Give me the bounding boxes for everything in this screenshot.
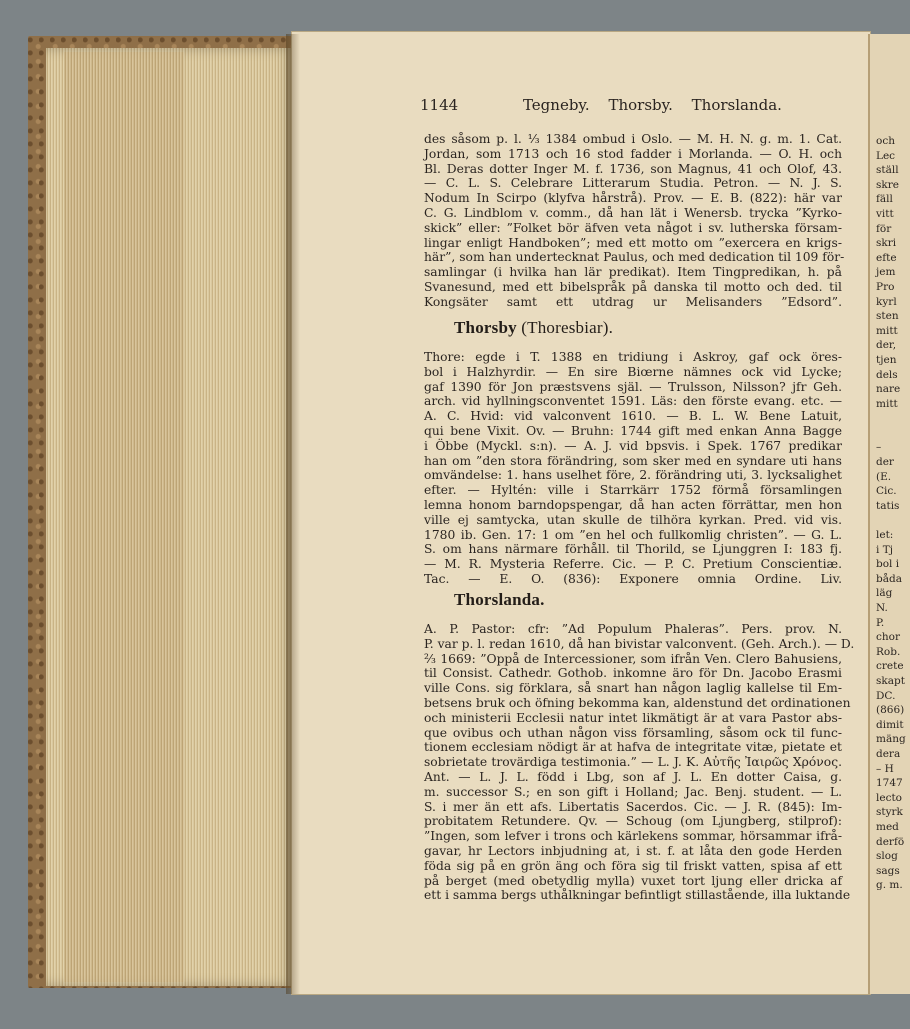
text-line: S. i mer än ett afs. Libertatis Sacerdos. Cic. — J. R. (845): Im- xyxy=(424,799,842,814)
text-line: samlingar (i hvilka han lär predikat). Item Tingpredikan, h. på xyxy=(424,265,842,280)
text-line: des såsom p. l. ⅓ 1384 ombud i Oslo. — M. H. N. g. m. 1. Cat. xyxy=(424,132,842,146)
text-line: A. C. Hvid: vid valconvent 1610. — B. L. W. Bene Latuit, xyxy=(424,409,842,424)
right-page-line: g. m. xyxy=(876,879,903,892)
right-page-line: vitt xyxy=(876,207,894,220)
text-line: ett i samma bergs uthålkningar befintligt stillastående, illa luktande xyxy=(424,888,851,903)
text-line: Jordan, som 1713 och 16 stod fadder i Morlanda. — O. H. och xyxy=(424,146,842,161)
right-page-line: – xyxy=(876,441,882,454)
text-line: Thore: egde i T. 1388 en tridiung i Askroy, gaf ock öres- xyxy=(424,350,842,364)
text-line: föda sig på en grön äng och föra sig til friskt vatten, spisa af ett xyxy=(424,858,842,873)
right-page-line: Lec xyxy=(876,149,896,162)
right-page-line: dimit xyxy=(876,718,904,731)
right-page-line: nare xyxy=(876,383,901,396)
text-line: ²⁄₃ 1669: ”Oppå de Intercessioner, som ifrån Ven. Clero Bahusiens, xyxy=(424,651,842,666)
running-head xyxy=(420,96,840,114)
text-line: qui bene Vixit. Ov. — Bruhn: 1744 gift med enkan Anna Bagge xyxy=(424,423,842,438)
text-block-tegneby xyxy=(424,132,845,310)
right-page xyxy=(868,34,910,994)
heading-thorsby-alt: (Thoresbiar). xyxy=(521,318,614,337)
right-page-line: der xyxy=(876,456,894,469)
text-line: til Consist. Cathedr. Gothob. inkomne äro för Dn. Jacobo Erasmi xyxy=(424,666,842,681)
right-page-line xyxy=(870,426,910,441)
right-page-line: tjen xyxy=(876,353,897,366)
right-page-line: dera xyxy=(876,747,901,760)
text-line: efter. — Hyltén: ville i Starrkärr 1752 förmå församlingen xyxy=(424,483,842,498)
text-line: sobrietate trovärdiga testimonia.” — L. J. K. Αὐτῆς Ἰαιρῶς Χρόνος. xyxy=(424,755,842,770)
right-page-line: kyrl xyxy=(876,295,897,308)
text-line: Tac. — E. O. (836): Exponere omnia Ordine. Liv. xyxy=(424,571,842,586)
text-line: betsens bruk och öfning bekomma kan, aldenstund det ordinationen xyxy=(424,695,851,710)
right-page-line: skapt xyxy=(876,674,905,687)
right-page-line: crete xyxy=(876,660,904,673)
right-page-line: skre xyxy=(876,178,899,191)
text-line: A. P. Pastor: cfr: ”Ad Populum Phaleras”. Pers. prov. N. xyxy=(424,622,842,636)
text-line: Svanesund, med ett bibelspråk på danska til motto och ded. til xyxy=(424,279,842,294)
right-page-line: (866) xyxy=(876,704,905,717)
text-line: han om ”den stora förändring, som sker med en syndare uti hans xyxy=(424,453,842,468)
spine-shadow xyxy=(286,34,300,994)
heading-thorsby xyxy=(454,318,613,338)
text-line: gaf 1390 för Jon præstsvens själ. — Trulsson, Nilsson? jfr Geh. xyxy=(424,379,842,394)
right-page-line: lecto xyxy=(876,791,902,804)
head-entry-thorslanda: Thorslanda. xyxy=(691,96,782,114)
text-line: m. successor S.; en son gift i Holland; Jac. Benj. student. — L. xyxy=(424,784,842,799)
text-line: — M. R. Mysteria Referre. Cic. — P. C. Pretium Conscientiæ. xyxy=(424,557,842,572)
text-block-thorsby xyxy=(424,350,842,587)
text-line: skick” eller: ”Folket bör äfven veta något i sv. lutherska försam- xyxy=(424,220,842,235)
right-page-line: ställ xyxy=(876,164,899,177)
text-line: ville Cons. sig förklara, så snart han någon laglig kallelse til Em- xyxy=(424,681,842,696)
right-page-line: (E. xyxy=(876,470,892,483)
right-page-line: P. xyxy=(876,616,885,629)
right-page-line: der, xyxy=(876,339,897,352)
right-page-line: dels xyxy=(876,368,898,381)
right-page-line: och xyxy=(876,135,895,147)
text-line: que ovibus och uthan någon viss församling, såsom ock til func- xyxy=(424,725,842,740)
right-page-line: Pro xyxy=(876,280,895,293)
right-page-line: fäll xyxy=(876,193,893,206)
right-page-line: N. xyxy=(876,602,888,614)
page-number: 1144 xyxy=(420,96,459,114)
right-page-line: efte xyxy=(876,251,897,264)
text-line: Bl. Deras dotter Inger M. f. 1736, son Magnus, 41 och Olof, 43. xyxy=(424,161,842,176)
text-line: Kongsäter samt ett utdrag ur Melisanders ”Edsord”. xyxy=(424,294,842,309)
right-page-line: bol i xyxy=(876,558,900,571)
text-line: tionem ecclesiam nödigt är at hafva de integritate vitæ, pietate et xyxy=(424,740,842,755)
right-page-line: mitt xyxy=(876,324,898,337)
right-page-line: jem xyxy=(876,266,896,279)
right-page-line: chor xyxy=(876,631,900,644)
right-page-line: styrk xyxy=(876,806,903,819)
right-page-line: båda xyxy=(876,572,902,585)
text-line: här”, som han undertecknat Paulus, och med dedication til 109 för- xyxy=(424,250,845,265)
page-edges-inner xyxy=(64,52,184,982)
text-line: — C. L. S. Celebrare Litterarum Studia. Petron. — N. J. S. xyxy=(424,176,842,191)
head-entry-thorsby: Thorsby. xyxy=(608,96,673,114)
right-page-line: skri xyxy=(876,237,897,250)
right-page-line: DC. xyxy=(876,689,896,702)
text-line: probitatem Retundere. Qv. — Schoug (om Ljungberg, stilprof): xyxy=(424,814,842,829)
text-line: lemna honom barndopspengar, då han acten förrättar, men hon xyxy=(424,497,842,512)
right-page-line: med xyxy=(876,820,899,833)
heading-thorsby-title: Thorsby xyxy=(454,318,517,337)
text-line: Nodum In Scirpo (klyfva hårstrå). Prov. — E. B. (822): här var xyxy=(424,191,842,206)
text-line: S. om hans närmare förhåll. til Thorild, se Ljunggren I: 183 fj. xyxy=(424,542,842,557)
right-page-line: derfö xyxy=(876,835,905,848)
right-page-line: Cic. xyxy=(876,485,897,498)
text-line: 1780 ib. Gen. 17: 1 om ”en hel och fullkomlig christen”. — G. L. xyxy=(424,527,842,542)
text-line: i Öbbe (Myckl. s:n). — A. J. vid bpsvis. i Spek. 1767 predikar xyxy=(424,438,842,453)
right-page-line: sten xyxy=(876,310,899,323)
right-page-line: let: xyxy=(876,529,894,542)
right-page-line: slog xyxy=(876,850,898,863)
text-line: ville ej samtycka, utan skulle de tilhöra kyrkan. Pred. vid vis. xyxy=(424,512,842,527)
text-line: arch. vid hyllningsconventet 1591. Läs: den förste evang. etc. — xyxy=(424,394,842,409)
right-page-line: – H xyxy=(876,762,894,775)
right-page-line: Rob. xyxy=(876,645,901,658)
text-block-thorslanda xyxy=(424,622,855,903)
text-line: Ant. — L. J. L. född i Lbg, son af J. L. En dotter Caisa, g. xyxy=(424,769,842,784)
text-line: på berget (med obetydlig mylla) vuxet tort ljung eller dricka af xyxy=(424,873,842,888)
text-line: och ministerii Ecclesii natur intet likmätigt är at vara Pastor abs- xyxy=(424,710,842,725)
head-entry-tegneby: Tegneby. xyxy=(522,96,590,114)
text-line: gavar, hr Lectors inbjudning at, i st. f. at låta den gode Herden xyxy=(424,843,842,858)
right-page-line: i Tj xyxy=(876,543,893,556)
right-page-line xyxy=(870,411,910,426)
right-page-line: läg xyxy=(876,587,893,600)
text-line: bol i Halzhyrdir. — En sire Biœrne nämnes ock vid Lycke; xyxy=(424,364,842,379)
text-line: C. G. Lindblom v. comm., då han lät i Wenersb. trycka ”Kyrko- xyxy=(424,205,842,220)
right-page-line: mäng xyxy=(876,733,906,746)
text-line: ”Ingen, som lefver i trons och kärlekens sommar, hörsammar ifrå- xyxy=(424,829,842,844)
right-page-line: för xyxy=(876,222,892,235)
right-page-line xyxy=(870,513,910,528)
right-page-line: mitt xyxy=(876,397,898,410)
right-page-line: tatis xyxy=(876,499,900,512)
text-line: lingar enligt Handboken”; med ett motto om ”exercera en krigs- xyxy=(424,235,842,250)
text-line: omvändelse: 1. hans uselhet före, 2. förändring uti, 3. lycksalighet xyxy=(424,468,842,483)
heading-thorslanda xyxy=(454,590,545,610)
heading-thorslanda-title: Thorslanda. xyxy=(454,590,545,609)
right-page-line: sags xyxy=(876,864,900,877)
text-line: P. var p. l. redan 1610, då han bivistar valconvent. (Geh. Arch.). — D. xyxy=(424,636,855,651)
right-page-line: 1747 xyxy=(876,777,903,790)
